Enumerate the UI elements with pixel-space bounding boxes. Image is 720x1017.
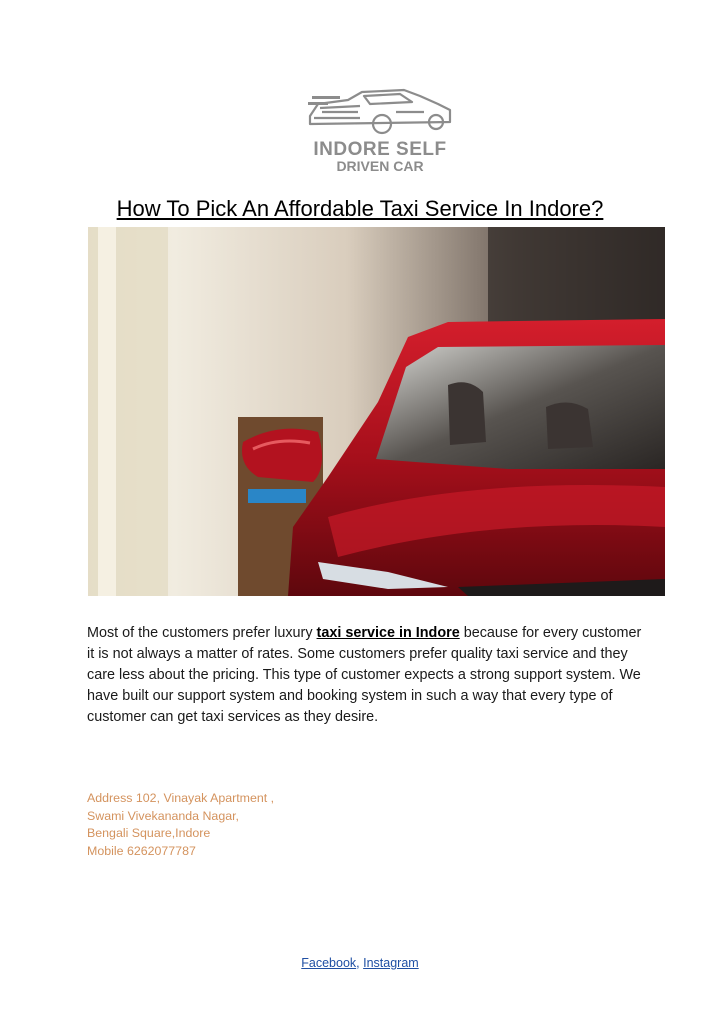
logo	[300, 82, 460, 177]
facebook-link[interactable]: Facebook	[301, 956, 357, 970]
logo-text-line2: DRIVEN CAR	[336, 158, 424, 174]
address-line-1: Address 102, Vinayak Apartment ,	[87, 791, 275, 805]
hero-image	[88, 227, 665, 596]
address-block	[87, 790, 274, 860]
paragraph-text-before: Most of the customers prefer luxury	[87, 625, 317, 641]
footer-links	[0, 956, 720, 970]
page-title: How To Pick An Affordable Taxi Service In Indore?	[116, 196, 604, 221]
address-line-2: Swami Vivekananda Nagar,	[87, 808, 239, 823]
red-car-photo	[88, 227, 665, 596]
taxi-service-link[interactable]: taxi service in Indore	[316, 625, 460, 641]
mobile-number: Mobile 6262077787	[87, 843, 196, 858]
address-line-3: Bengali Square,Indore	[87, 826, 211, 840]
car-logo-icon	[300, 82, 460, 140]
body-paragraph	[87, 623, 647, 728]
footer-separator: ,	[356, 956, 364, 970]
logo-text-line1: INDORE SELF	[313, 139, 447, 160]
instagram-link[interactable]: Instagram	[363, 956, 419, 970]
paragraph-text-after: because for every customer it is not always a matter of rates. Some customers prefer quality taxi service and they care less about the pricing. This type of customer expects a strong support system. We have built our support system and booking system in such a way that every type of customer can get taxi services as they desire.	[87, 625, 642, 725]
